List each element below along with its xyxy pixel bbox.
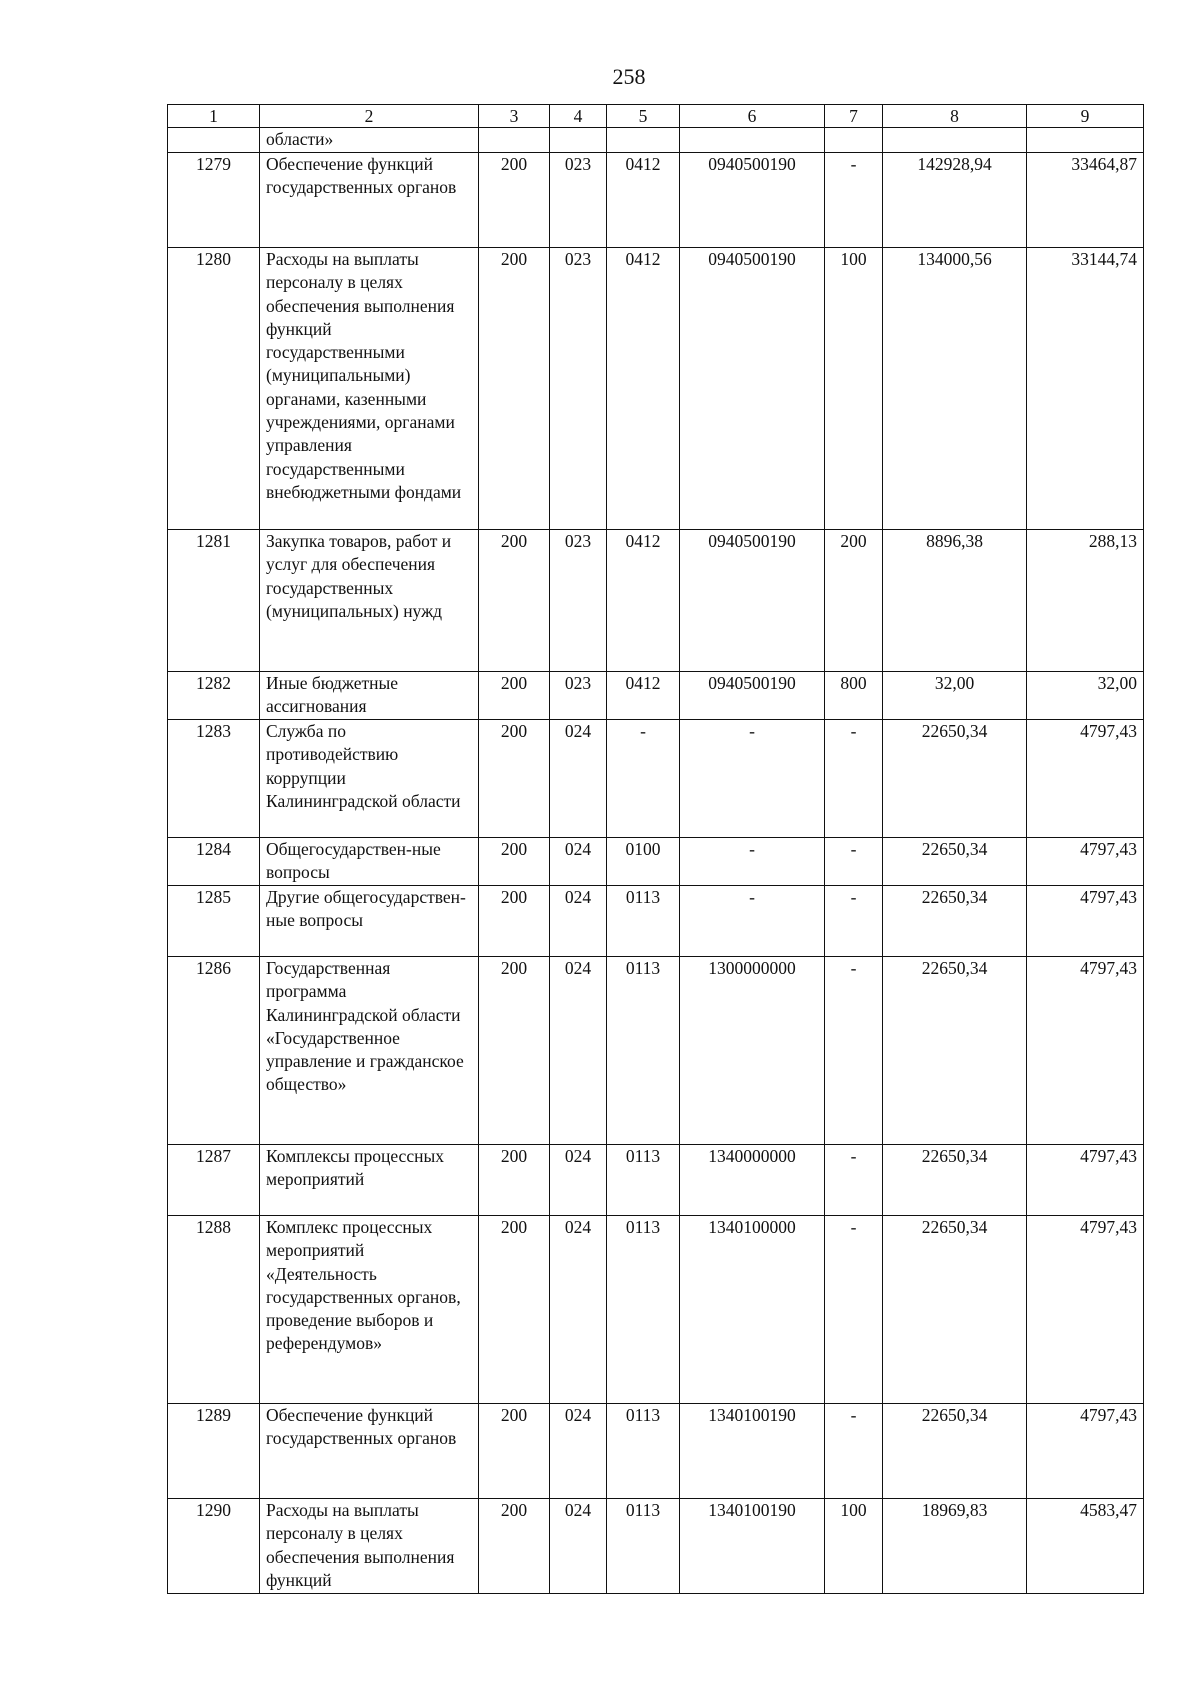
row-col4: 023 [550, 153, 607, 248]
row-col5: 0412 [607, 248, 680, 530]
row-number: 1286 [168, 957, 260, 1145]
row-number: 1288 [168, 1216, 260, 1404]
row-name: Обеспечение функций государственных органов [260, 1404, 479, 1499]
row-col4: 024 [550, 1145, 607, 1216]
table-row [168, 1404, 1144, 1499]
row-col8: 22650,34 [883, 838, 1027, 886]
row-col3: 200 [479, 957, 550, 1145]
row-col4: 024 [550, 720, 607, 838]
table-row [168, 720, 1144, 838]
row-col3: 200 [479, 672, 550, 720]
row-col7: 800 [825, 672, 883, 720]
row-col3: 200 [479, 1499, 550, 1594]
column-header: 9 [1027, 105, 1144, 128]
row-col4: 023 [550, 248, 607, 530]
column-header: 1 [168, 105, 260, 128]
row-col8: 8896,38 [883, 530, 1027, 672]
row-col9: 4797,43 [1027, 957, 1144, 1145]
row-col3: 200 [479, 248, 550, 530]
row-number: 1287 [168, 1145, 260, 1216]
row-col5: 0113 [607, 957, 680, 1145]
row-number: 1290 [168, 1499, 260, 1594]
table-row [168, 530, 1144, 672]
row-col5: 0412 [607, 153, 680, 248]
table-row [168, 1216, 1144, 1404]
row-col4: 024 [550, 1499, 607, 1594]
row-name: Комплексы процессных мероприятий [260, 1145, 479, 1216]
row-col9 [1027, 128, 1144, 153]
row-col3: 200 [479, 530, 550, 672]
row-col4: 024 [550, 1404, 607, 1499]
row-col3: 200 [479, 886, 550, 957]
table-body [168, 128, 1144, 1594]
row-col5: 0100 [607, 838, 680, 886]
row-col7: - [825, 1216, 883, 1404]
row-col7 [825, 128, 883, 153]
row-col9: 33144,74 [1027, 248, 1144, 530]
row-col6: 1340100190 [680, 1499, 825, 1594]
row-name: Расходы на выплаты персоналу в целях обеспечения выполнения функций государственными (муниципальными) органами, казенными учреждениями, органами управления государственными внебюджетными фондами [260, 248, 479, 530]
row-number: 1289 [168, 1404, 260, 1499]
budget-table [167, 104, 1144, 1594]
row-col9: 4797,43 [1027, 1216, 1144, 1404]
row-col3: 200 [479, 153, 550, 248]
row-col4: 024 [550, 1216, 607, 1404]
row-name: Служба по противодействию коррупции Калининградской области [260, 720, 479, 838]
row-col4: 024 [550, 886, 607, 957]
column-header: 8 [883, 105, 1027, 128]
row-col3: 200 [479, 1216, 550, 1404]
table-row [168, 957, 1144, 1145]
table-row [168, 838, 1144, 886]
column-header: 4 [550, 105, 607, 128]
row-number: 1283 [168, 720, 260, 838]
row-col7: 100 [825, 248, 883, 530]
row-col5: 0412 [607, 672, 680, 720]
row-number: 1285 [168, 886, 260, 957]
column-header: 3 [479, 105, 550, 128]
row-col5 [607, 128, 680, 153]
row-col7: - [825, 838, 883, 886]
row-name: Другие общегосударствен-ные вопросы [260, 886, 479, 957]
table-row [168, 128, 1144, 153]
row-col8: 22650,34 [883, 1404, 1027, 1499]
row-col8: 22650,34 [883, 957, 1027, 1145]
table-row [168, 153, 1144, 248]
column-header: 2 [260, 105, 479, 128]
table-header [168, 105, 1144, 128]
row-col9: 4797,43 [1027, 838, 1144, 886]
row-col8: 32,00 [883, 672, 1027, 720]
row-col7: - [825, 957, 883, 1145]
row-name: области» [260, 128, 479, 153]
row-col9: 288,13 [1027, 530, 1144, 672]
row-col8: 22650,34 [883, 1145, 1027, 1216]
row-col7: - [825, 1404, 883, 1499]
row-number: 1280 [168, 248, 260, 530]
row-col6: 1340000000 [680, 1145, 825, 1216]
row-col3: 200 [479, 1145, 550, 1216]
table-row [168, 1145, 1144, 1216]
row-col5: - [607, 720, 680, 838]
row-col8: 18969,83 [883, 1499, 1027, 1594]
row-col8: 22650,34 [883, 720, 1027, 838]
row-col5: 0113 [607, 1499, 680, 1594]
row-col4: 023 [550, 530, 607, 672]
column-header: 6 [680, 105, 825, 128]
row-number: 1284 [168, 838, 260, 886]
row-col8: 22650,34 [883, 886, 1027, 957]
row-col9: 4797,43 [1027, 1404, 1144, 1499]
row-col9: 4583,47 [1027, 1499, 1144, 1594]
row-col7: - [825, 1145, 883, 1216]
row-col3 [479, 128, 550, 153]
row-col6: 0940500190 [680, 153, 825, 248]
page-number: 258 [612, 64, 646, 89]
row-name: Закупка товаров, работ и услуг для обеспечения государственных (муниципальных) нужд [260, 530, 479, 672]
row-col5: 0113 [607, 1216, 680, 1404]
row-col9: 4797,43 [1027, 720, 1144, 838]
row-col7: - [825, 886, 883, 957]
row-col6: 0940500190 [680, 530, 825, 672]
column-header: 7 [825, 105, 883, 128]
row-col5: 0113 [607, 1404, 680, 1499]
row-col4: 023 [550, 672, 607, 720]
row-col6 [680, 128, 825, 153]
row-col5: 0113 [607, 886, 680, 957]
row-number: 1282 [168, 672, 260, 720]
row-name: Комплекс процессных мероприятий «Деятельность государственных органов, проведение выборов и референдумов» [260, 1216, 479, 1404]
row-col3: 200 [479, 1404, 550, 1499]
row-col6: 0940500190 [680, 248, 825, 530]
table-row [168, 248, 1144, 530]
column-header: 5 [607, 105, 680, 128]
row-name: Обеспечение функций государственных органов [260, 153, 479, 248]
row-col6: - [680, 886, 825, 957]
row-col9: 33464,87 [1027, 153, 1144, 248]
row-number [168, 128, 260, 153]
row-name: Расходы на выплаты персоналу в целях обеспечения выполнения функций [260, 1499, 479, 1594]
row-col8: 142928,94 [883, 153, 1027, 248]
row-col6: - [680, 720, 825, 838]
row-col9: 4797,43 [1027, 886, 1144, 957]
row-number: 1281 [168, 530, 260, 672]
table-row [168, 672, 1144, 720]
row-col6: 0940500190 [680, 672, 825, 720]
row-col6: 1300000000 [680, 957, 825, 1145]
row-col6: 1340100000 [680, 1216, 825, 1404]
row-name: Общегосударствен-ные вопросы [260, 838, 479, 886]
row-col8 [883, 128, 1027, 153]
row-col5: 0412 [607, 530, 680, 672]
row-col3: 200 [479, 720, 550, 838]
row-col4 [550, 128, 607, 153]
row-col7: 200 [825, 530, 883, 672]
row-col6: - [680, 838, 825, 886]
table-row [168, 1499, 1144, 1594]
row-col8: 22650,34 [883, 1216, 1027, 1404]
row-name: Иные бюджетные ассигнования [260, 672, 479, 720]
row-col4: 024 [550, 957, 607, 1145]
row-col6: 1340100190 [680, 1404, 825, 1499]
row-col7: - [825, 720, 883, 838]
row-col9: 4797,43 [1027, 1145, 1144, 1216]
row-col7: - [825, 153, 883, 248]
row-col3: 200 [479, 838, 550, 886]
row-number: 1279 [168, 153, 260, 248]
row-col4: 024 [550, 838, 607, 886]
row-col7: 100 [825, 1499, 883, 1594]
row-col8: 134000,56 [883, 248, 1027, 530]
row-col5: 0113 [607, 1145, 680, 1216]
table-row [168, 886, 1144, 957]
row-name: Государственная программа Калининградской области «Государственное управление и гражданское общество» [260, 957, 479, 1145]
row-col9: 32,00 [1027, 672, 1144, 720]
